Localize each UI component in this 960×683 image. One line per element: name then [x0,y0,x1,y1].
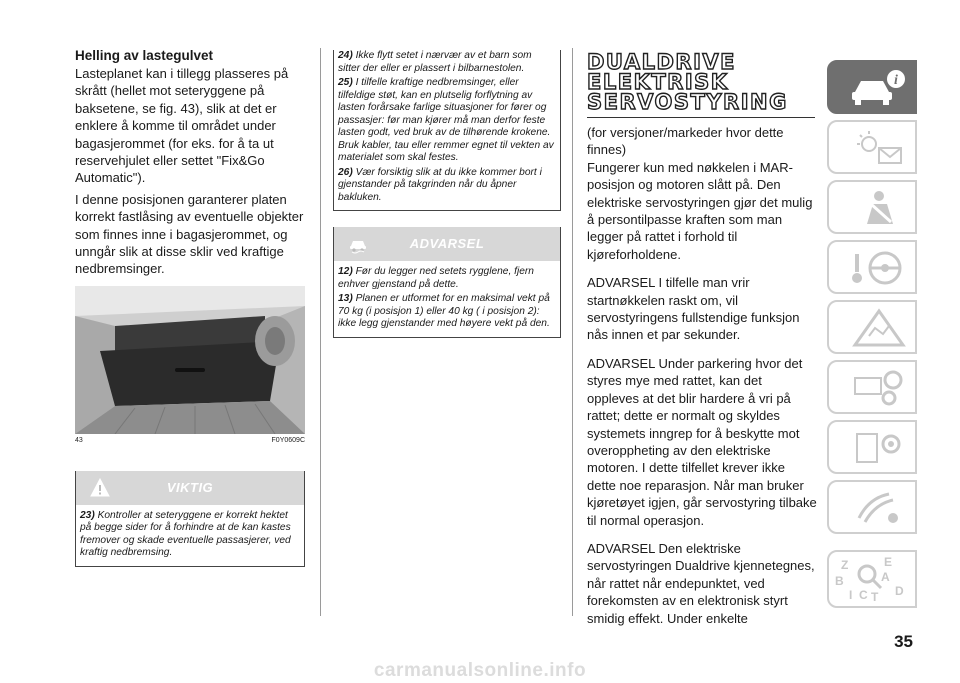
column-right [587,52,817,627]
index-letter: B [835,574,844,588]
column-left [75,48,305,567]
note-item [334,167,560,205]
column-divider [572,48,573,616]
note-number: 13) [338,293,353,304]
advarsel-header [334,227,560,261]
title-line: DUALDRIVE [587,50,736,74]
note-number: 26) [338,166,353,178]
magnifier-icon [855,562,883,590]
viktig-header [76,471,304,505]
viktig-box [75,471,305,567]
note-item [76,510,304,560]
paragraph: Fungerer kun med nøkkelen i MAR-posisjon og motoren slått på. Den elektriske servostyringen gjør det mulig å persontilpasse kraften som man legger på rattet i forhold til kjøreforholdene. [587,159,813,262]
paragraph: (for versjoner/markeder hvor dette finnes) [587,125,784,158]
note-text: I tilfelle kraftige nedbremsinger, eller tilfeldige støt, kan en plutselig forflytning av lasten forårsake farlige situasjoner for fører og passasjer: før man kjører må man derfor feste lasten godt, ved bruk av de tilhørende krokene. Bruk kabler, tau eller remmer egnet til vekten av materialet som skal festes. [338,77,554,163]
index-letter: A [881,570,890,584]
tab-technical[interactable] [827,420,917,474]
note-text: Planen er utformet for en maksimal vekt på 70 kg (i posisjon 1) eller 40 kg ( i posisjon 2): ikke legg gjenstander med høyere vekt på den. [338,293,550,329]
steering-key-icon [849,248,909,288]
index-letter: E [884,555,893,569]
paragraph: I denne posisjonen garanterer platen korrekt fastlåsing av eventuelle objekter som finnes inne i bagasjerommet, og unngår slik at disse sklir ved kraftige nedbremsinger. [75,191,304,277]
notes-box [333,50,561,211]
note-item [334,50,560,75]
title-rule [587,117,815,118]
note-number: 23) [80,509,95,521]
section-heading: Helling av lastegulvet [75,48,214,63]
note-text: Kontroller at seteryggene er korrekt hektet på begge sider for å forhindre at de kan kastes fremover og skade eventuelle passasjerer, ved kraftig nedbremsing. [80,509,291,559]
svg-text:i: i [894,73,898,88]
viktig-title: VIKTIG [166,479,214,495]
note-item [334,293,560,331]
tab-emergency[interactable] [827,300,917,354]
page-number: 35 [894,632,913,651]
index-letter: D [895,584,904,598]
alphabet-index-icon [829,552,915,606]
note-text: Vær forsiktig slik at du ikke kommer bort i gjenstander på takgrinden når du åpner bakluken. [338,166,542,203]
note-text: Ikke flytt setet i nærvær av et barn som sitter der eller er plassert i bilbarnestolen. [338,50,532,74]
tab-car-info[interactable] [827,60,917,114]
note-item [334,266,560,291]
note-number: 25) [338,77,353,88]
note-number: 12) [338,266,353,277]
advarsel-notes [334,261,560,337]
title-line: ELEKTRISK [587,70,729,94]
paragraph: ADVARSEL Under parkering hvor det styres mye med rattet, kan det oppleves at det blir hardere å vri på rattet; dette er normalt og skyldes systemets inngrep for å beskytte mot overoppheting av den elektriske motoren. I dette tilfellet krever ikke dette noe reparasjon. Når man bruker kjøretøyet igjen, går servostyring tilbake til normal operasjon. [587,355,817,528]
note-item [334,77,560,165]
tab-index[interactable] [827,550,917,608]
paragraph: ADVARSEL I tilfelle man vrir startnøkkelen raskt om, vil servostyringens fullstendige funksjon nås innen et par sekunder. [587,275,800,343]
viktig-notes [76,505,304,566]
column-divider [320,48,321,616]
tab-maintenance[interactable] [827,360,917,414]
note-number: 24) [338,50,353,61]
watermark: carmanualsonline.info [373,660,587,681]
index-letter: Z [841,558,849,572]
note-text: Før du legger ned setets rygglene, fjern enhver gjenstand på dette. [338,266,534,290]
index-letter: I [849,588,853,602]
advarsel-title: ADVARSEL [409,236,485,251]
trunk-photo [75,286,305,434]
tab-dashboard[interactable] [827,120,917,174]
column-middle [333,48,561,338]
tab-safety[interactable] [827,180,917,234]
paragraph: ADVARSEL Den elektriske servostyringen Dualdrive kjennetegnes, når rattet når endepunktet, ved forekomsten av en elektronisk styrt smidig effekt. Under enkelte [587,540,815,626]
index-letter: T [871,590,879,604]
tab-multimedia[interactable] [827,480,917,534]
car-info-icon [849,68,909,108]
section-title [587,52,817,112]
figure-caption [75,437,305,444]
index-letter: C [859,588,868,602]
paragraph: Lasteplanet kan i tillegg plasseres på skrått (hellet mot seteryggene på baksetene, se fig. 43), slik at det er enklere å komme til området under bagasjerommet (for eks. for å ta ut reservehjulet eller settet "Fix&Go Automatic"). [75,66,289,186]
dashboard-lights-icon [849,128,909,168]
multimedia-icon [849,488,909,528]
figure-code: F0Y0609C [271,436,305,444]
tab-starting[interactable] [827,240,917,294]
trunk-illustration [75,286,305,434]
technical-data-icon [849,428,909,468]
maintenance-tools-icon [849,368,909,408]
warning-triangle-icon [849,308,909,348]
seatbelt-airbag-icon [849,188,909,228]
title-line: SERVOSTYRING [587,90,788,114]
advarsel-box [333,227,561,338]
figure-number: 43 [75,436,83,444]
